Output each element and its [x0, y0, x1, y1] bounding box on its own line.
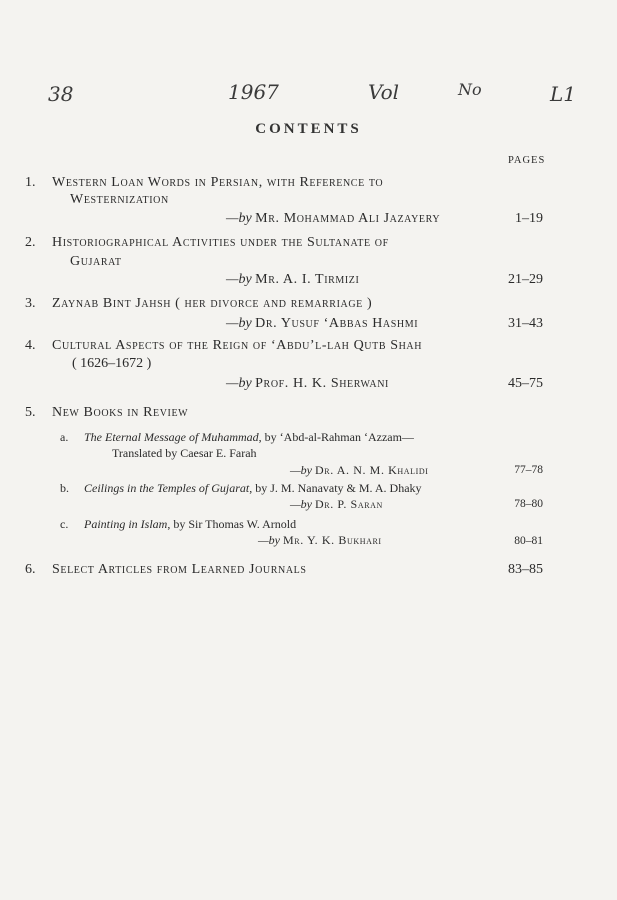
page-range: 21–29	[508, 272, 543, 287]
page-range: 1–19	[515, 211, 543, 226]
book-title: The Eternal Message of Muhammad	[84, 430, 259, 444]
page-title: CONTENTS	[255, 121, 362, 137]
byline	[226, 376, 389, 392]
article-title-cont: Westernization	[70, 192, 169, 207]
article-title: Select Articles from Learned Journals	[52, 562, 307, 577]
article-title: Zaynab Bint Jahsh ( her divorce and remarriage )	[52, 296, 373, 311]
reviewer: Mr. Y. K. Bukhari	[283, 533, 382, 547]
item-number: 6.	[25, 562, 36, 577]
handwritten-volume: Vol	[368, 80, 400, 104]
author: Dr. Yusuf ‘Abbas Hashmi	[255, 316, 419, 331]
by-prefix: —by	[226, 376, 252, 391]
review-letter: c.	[60, 517, 69, 531]
page-range: 78–80	[514, 498, 543, 510]
item-number: 3.	[25, 296, 36, 311]
by-prefix: —by	[226, 272, 252, 287]
review-letter: b.	[60, 481, 69, 495]
book-title: Ceilings in the Temples of Gujarat	[84, 481, 250, 495]
reviewer: Dr. P. Saran	[315, 497, 383, 511]
byline	[226, 272, 359, 288]
article-title-cont: Gujarat	[70, 254, 122, 269]
by-prefix: —by	[290, 497, 312, 511]
byline	[226, 316, 418, 332]
section-title: New Books in Review	[52, 405, 189, 420]
handwritten-issue: No	[458, 80, 482, 99]
byline	[226, 211, 440, 227]
book-details: , by ‘Abd-al-Rahman ‘Azzam—	[258, 430, 414, 444]
page-range: 45–75	[508, 376, 543, 391]
book-details: , by Sir Thomas W. Arnold	[167, 517, 297, 531]
page-range: 77–78	[514, 464, 543, 476]
by-prefix: —by	[226, 316, 252, 331]
reviewer-line	[290, 463, 429, 478]
author: Mr. A. I. Tirmizi	[255, 272, 360, 287]
item-number: 5.	[25, 405, 36, 420]
by-prefix: —by	[258, 533, 280, 547]
book-title: Painting in Islam	[84, 517, 168, 531]
page-range: 83–85	[508, 562, 543, 577]
author: Mr. Mohammad Ali Jazayery	[255, 211, 441, 226]
page-range: 31–43	[508, 316, 543, 331]
article-title: Cultural Aspects of the Reign of ‘Abdu’l-lah Qutb Shah	[52, 338, 423, 353]
article-title-cont: ( 1626–1672 )	[72, 356, 152, 371]
review-entry	[84, 481, 422, 496]
author: Prof. H. K. Sherwani	[255, 376, 389, 391]
handwritten-number: 38	[48, 82, 74, 106]
pages-column-label: PAGES	[508, 155, 546, 166]
item-number: 2.	[25, 235, 36, 250]
by-prefix: —by	[226, 211, 252, 226]
item-number: 4.	[25, 338, 36, 353]
item-number: 1.	[25, 175, 36, 190]
review-letter: a.	[60, 430, 69, 444]
handwritten-year: 1967	[228, 80, 279, 104]
review-entry	[84, 430, 414, 445]
handwritten-mark: L1	[550, 82, 577, 106]
review-entry	[84, 517, 296, 532]
by-prefix: —by	[290, 463, 312, 477]
book-details: , by J. M. Nanavaty & M. A. Dhaky	[249, 481, 422, 495]
article-title: Historiographical Activities under the Sultanate of	[52, 235, 389, 250]
reviewer-line	[290, 497, 383, 512]
page-range: 80–81	[514, 535, 543, 547]
reviewer-line	[258, 533, 382, 548]
review-entry-cont: Translated by Caesar E. Farah	[112, 446, 257, 460]
reviewer: Dr. A. N. M. Khalidi	[315, 463, 429, 477]
article-title: Western Loan Words in Persian, with Reference to	[52, 175, 384, 190]
